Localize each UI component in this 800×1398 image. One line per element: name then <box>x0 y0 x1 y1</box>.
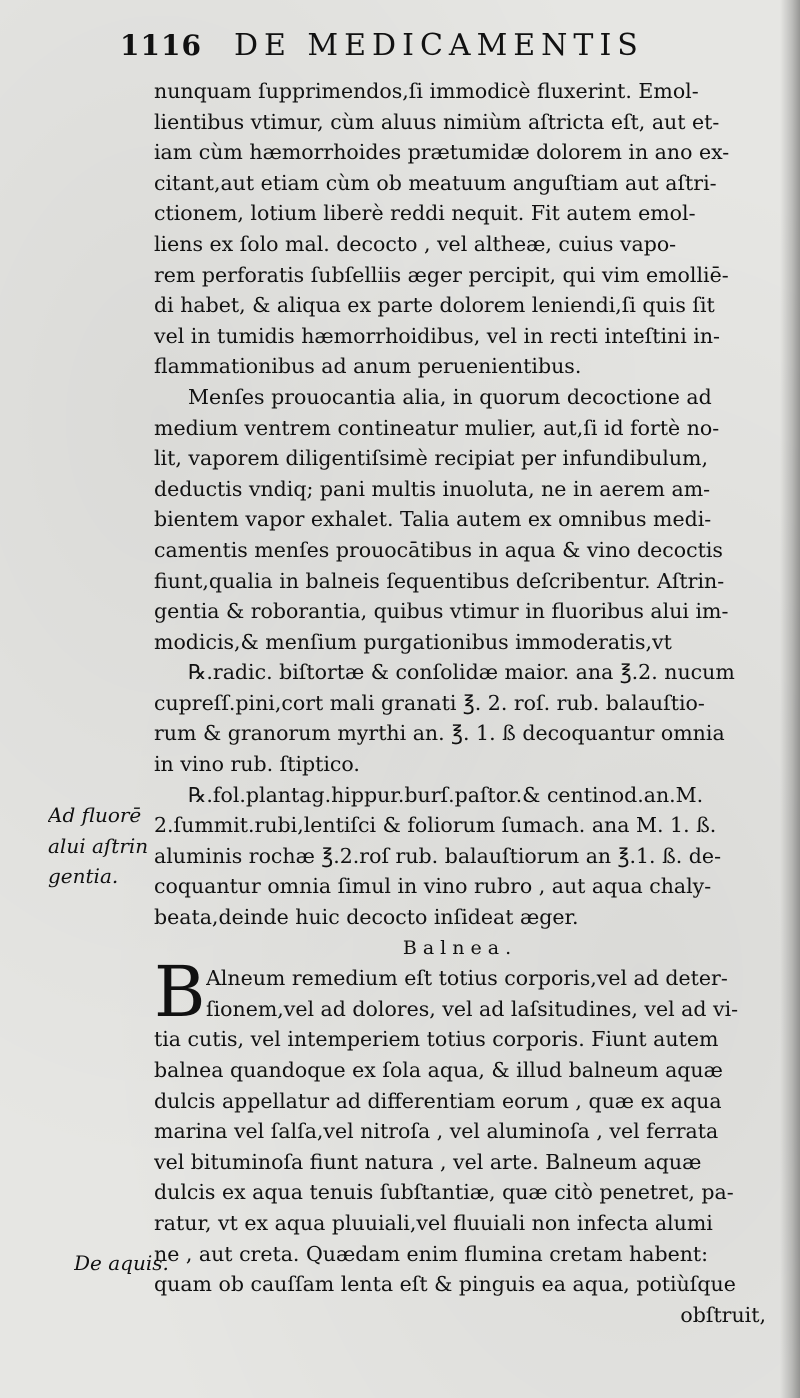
margin-note-line: alui aſtrin <box>48 833 149 858</box>
text-line: gentia & roborantia, quibus vtimur in fluoribus alui im- <box>154 599 729 624</box>
text-line: di habet, & aliqua ex parte dolorem leniendi,ſi quis ſit <box>154 293 715 318</box>
running-header <box>120 28 760 68</box>
text-line: quam ob cauſſam lenta eſt & pinguis ea aqua, potiùſque <box>154 1272 736 1297</box>
section-heading: Balnea. <box>402 936 518 959</box>
text-line: tia cutis, vel intemperiem totius corporis. Fiunt autem <box>154 1027 719 1052</box>
text-line: rem perforatis ſubſelliis æger percipit, qui vim emolliē- <box>154 262 729 287</box>
dropcap-lines <box>206 963 738 1024</box>
paragraph-first-line: Menſes prouocantia alia, in quorum decoctione ad <box>188 384 712 409</box>
recipe-line: cupreſſ.pini,cort mali granati ℥. 2. roſ. rub. balauſtio- <box>154 690 705 715</box>
text-line: ſionem,vel ad dolores, vel ad laſsitudines, vel ad vi- <box>206 996 739 1021</box>
text-line: liens ex ſolo mal. decocto , vel altheæ, cuius vapo- <box>154 231 677 256</box>
text-line: vel bituminoſa fiunt natura , vel arte. Balneum aquæ <box>154 1149 702 1174</box>
text-line: dulcis ex aqua tenuis ſubſtantiæ, quæ citò penetret, pa- <box>154 1180 734 1205</box>
text-line: marina vel ſalſa,vel nitroſa , vel aluminoſa , vel ferrata <box>154 1119 719 1144</box>
text-line: balnea quandoque ex ſola aqua, & illud balneum aquæ <box>154 1058 723 1082</box>
text-line: bientem vapor exhalet. Talia autem ex omnibus medi- <box>154 507 712 532</box>
text-line: iam cùm hæmorrhoides prætumidæ dolorem in ano ex- <box>154 140 730 165</box>
margin-note-line: De aquis. <box>74 1251 169 1275</box>
recipe-line: beata,deinde huic decocto inſideat æger. <box>154 905 579 930</box>
text-line: citant,aut etiam cùm ob meatuum anguſtiam aut aſtri- <box>154 170 717 195</box>
text-line: fiunt,qualia in balneis ſequentibus deſcribentur. Aſtrin- <box>154 568 725 593</box>
text-line: camentis menſes prouocātibus in aqua & vino decoctis <box>154 537 723 562</box>
text-line: modicis,& menſium purgationibus immoderatis,vt <box>154 629 672 654</box>
recipe-line: ℞.radic. biſtortæ & conſolidæ maior. ana ℥.2. nucum <box>188 660 735 685</box>
text-line: deductis vndiq; pani multis inuoluta, ne in aerem am- <box>154 476 711 501</box>
dropcap-block <box>154 951 766 1034</box>
margin-note-line: Ad fluorē <box>48 803 142 827</box>
text-line: ctionem, lotium liberè reddi nequit. Fit autem emol- <box>154 201 696 226</box>
page-gutter-shadow <box>780 0 800 1398</box>
recipe-line: rum & granorum myrthi an. ℥. 1. ß decoquantur omnia <box>154 721 725 746</box>
recipe-line: aluminis rochæ ℥.2.roſ rub. balauſtiorum an ℥.1. ß. de- <box>154 843 721 868</box>
text-line: Alneum remedium eſt totius corporis,vel ad deter- <box>206 966 728 991</box>
text-line: ratur, vt ex aqua pluuiali,vel fluuiali non infecta alumi <box>154 1210 713 1235</box>
recipe-line: 2.ſummit.rubi,lentiſci & foliorum ſumach. ana M. 1. ß. <box>154 813 717 838</box>
catchword: obſtruit, <box>680 1302 766 1327</box>
drop-cap: B <box>154 951 206 1034</box>
running-title: DE MEDICAMENTIS <box>233 28 644 63</box>
recipe-line: coquantur omnia ſimul in vino rubro , aut aqua chaly- <box>154 874 712 899</box>
text-line: nunquam ſupprimendos,ſi immodicè fluxerint. Emol- <box>154 79 699 103</box>
text-line: vel in tumidis hæmorrhoidibus, vel in recti inteſtini in- <box>154 323 720 348</box>
text-line: lientibus vtimur, cùm aluus nimiùm aſtricta eſt, aut et- <box>154 109 720 134</box>
text-line: dulcis appellatur ad differentiam eorum , quæ ex aqua <box>154 1088 722 1113</box>
margin-note <box>48 800 160 892</box>
margin-note-line: gentia. <box>48 864 119 889</box>
page-number: 1116 <box>120 29 202 62</box>
recipe-line: ℞.fol.plantag.hippur.burſ.paſtor.& centinod.an.M. <box>188 782 704 807</box>
margin-note <box>74 1248 186 1279</box>
text-line: ne , aut creta. Quædam enim flumina cretam habent: <box>154 1241 709 1266</box>
text-line: flammationibus ad anum peruenientibus. <box>154 354 582 379</box>
text-line: lit, vaporem diligentiſsimè recipiat per infundibulum, <box>154 446 709 471</box>
body-text <box>154 76 766 1330</box>
text-line: medium ventrem contineatur mulier, aut,ſi id fortè no- <box>154 415 720 440</box>
recipe-line: in vino rub. ſtiptico. <box>154 752 360 777</box>
